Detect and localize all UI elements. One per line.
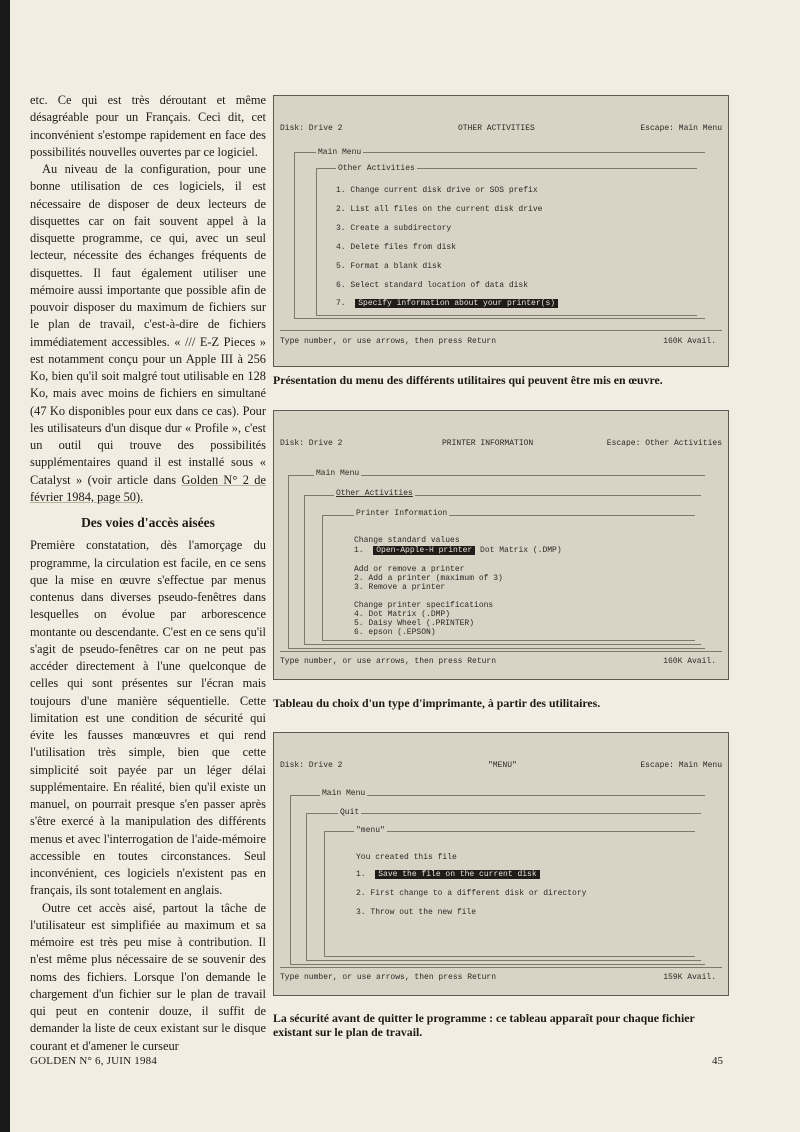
disk-space: 160K Avail. — [663, 657, 716, 666]
escape-hint: Escape: Main Menu — [640, 124, 722, 133]
footer-instruction: Type number, or use arrows, then press Return — [280, 337, 497, 346]
screen-footer — [280, 337, 722, 346]
selected-item-label: Specify information about your printer(s) — [355, 299, 558, 308]
selected-item-label: Open-Apple-H printer — [373, 546, 475, 555]
paragraph: Outre cet accès aisé, partout la tâche de l'utilisateur est simplifiée au maximum et sa mémoire est très peu mise à contribution. Il n'est même plus nécessaire de se souvenir des noms des fichiers. Lorsque l'on demande le chargement d'un fichier sur le plan de travail qui peut en contenir douze, il suffit de demander la liste de ceux existant sur le disque courant et d'amener le curseur — [30, 900, 266, 1053]
selected-item-label: Save the file on the current disk — [375, 870, 539, 879]
disk-label: Disk: Drive 2 — [280, 761, 343, 770]
paragraph: Première constatation, dès l'amorçage du programme, la circulation est facile, en ce sens que la mise en œuvre s'effectue par menus contenus dans diverses pseudo-fenêtres dans lesquelles on évolue par arborescence montante ou descendante. C'est en ce sens qu'il s'agit de pseudo-fenêtres car on ne peut pas accéder directement à l'une quelconque de celles qui sont présentes sur l'écran mais toujours d'une manière séquentielle. Cette limitation est une condition de sécurité qui évite les fausses manœuvres et qui rend l'utilisation très simple, bien que cette simplicité soit payée par un léger délai supplémentaire. En réalité, bien qu'il existe un manuel, on pourrait presque s'en passer après s'être exercé à la manipulation des différents menus et avec l'interrogation de l'aide-mémoire accessible en toutes circonstances. Seul inconvénient, ces logiciels n'existent pas en français, ils sont totalement en anglais. — [30, 538, 266, 898]
group-label: Change standard values — [354, 536, 460, 545]
screen-title: OTHER ACTIVITIES — [458, 124, 535, 133]
group-label: Add or remove a printer — [354, 565, 465, 574]
screenshot-other-activities — [273, 95, 729, 367]
menu-item: 3. Create a subdirectory — [336, 224, 452, 233]
file-tab: "menu" — [356, 826, 385, 835]
article-column — [30, 92, 266, 1055]
menu-item: 5. Format a blank disk — [336, 262, 442, 271]
footer-instruction: Type number, or use arrows, then press Return — [280, 657, 497, 666]
disk-label: Disk: Drive 2 — [280, 439, 343, 448]
divider — [280, 651, 722, 652]
divider — [280, 967, 722, 968]
disk-space: 160K Avail. — [663, 337, 716, 346]
main-menu-tab: Main Menu — [322, 789, 366, 798]
menu-item: 1. Change current disk drive or SOS prefix — [336, 186, 538, 195]
item-number: 7. — [336, 299, 346, 308]
menu-item: 5. Daisy Wheel (.PRINTER) — [354, 619, 475, 628]
screen-title: "MENU" — [488, 761, 517, 770]
menu-item: 4. Delete files from disk — [336, 243, 457, 252]
disk-label: Disk: Drive 2 — [280, 124, 343, 133]
menu-item-selected — [354, 546, 562, 555]
prompt-text: You created this file — [356, 853, 457, 862]
printer-information-tab: Printer Information — [356, 509, 448, 518]
screen-header — [280, 439, 722, 449]
page-number: 45 — [712, 1055, 723, 1067]
menu-item: 6. epson (.EPSON) — [354, 628, 436, 637]
menu-item: 4. Dot Matrix (.DMP) — [354, 610, 451, 619]
article-reference: Golden N° 2 de février 1984, page 50). — [30, 472, 266, 504]
disk-space: 159K Avail. — [663, 973, 716, 982]
menu-item: 2. List all files on the current disk drive — [336, 205, 543, 214]
menu-item: 3. Remove a printer — [354, 583, 446, 592]
paragraph — [30, 161, 266, 506]
other-activities-tab: Other Activities — [338, 164, 415, 173]
figure-caption: Présentation du menu des différents utilitaires qui peuvent être mis en œuvre. — [273, 373, 663, 387]
screen-header — [280, 761, 722, 771]
other-activities-tab: Other Activities — [336, 489, 413, 498]
menu-item: 2. Add a printer (maximum of 3) — [354, 574, 503, 583]
divider — [280, 330, 722, 331]
menu-item: 2. First change to a different disk or directory — [356, 889, 587, 898]
screenshot-printer-information — [273, 410, 729, 680]
screen-footer — [280, 657, 722, 666]
figure-caption: La sécurité avant de quitter le programme : ce tableau apparaît pour chaque fichier existant sur le plan de travail. — [273, 1011, 695, 1039]
escape-hint: Escape: Main Menu — [640, 761, 722, 770]
quit-tab: Quit — [340, 808, 360, 817]
current-printer: Dot Matrix (.DMP) — [480, 546, 562, 555]
section-heading: Des voies d'accès aisées — [81, 515, 215, 530]
screen-header — [280, 124, 722, 134]
screen-footer — [280, 973, 722, 982]
figure-caption: Tableau du choix d'un type d'imprimante, à partir des utilitaires. — [273, 696, 601, 710]
item-number: 1. — [356, 870, 366, 879]
menu-item-selected — [356, 870, 540, 879]
page-gutter — [0, 0, 10, 1132]
main-menu-tab: Main Menu — [316, 469, 360, 478]
footer-instruction: Type number, or use arrows, then press Return — [280, 973, 497, 982]
escape-hint: Escape: Other Activities — [606, 439, 722, 448]
item-number: 1. — [354, 546, 364, 555]
screen-title: PRINTER INFORMATION — [442, 439, 534, 448]
menu-item-selected — [336, 299, 558, 308]
screenshot-quit-menu — [273, 732, 729, 996]
group-label: Change printer specifications — [354, 601, 494, 610]
paragraph: etc. Ce qui est très déroutant et même désagréable pour un Français. Ceci dit, cet inconvénient s'estompe rapidement en face des possibilités nouvelles ouvertes par ce logiciel. — [30, 93, 266, 159]
paragraph-text: Au niveau de la configuration, pour une bonne utilisation de ces logiciels, il est nécessaire de disposer de deux lecteurs de disquettes car on fait souvent appel à la disquette programme, ce qui, avec un seul lecteur, nécessite des échanges fréquents de disquettes. Il faut également utiliser une mémoire aussi importante que possible afin de pouvoir disposer du maximum de fichiers sur le plan de travail, c'est-à-dire de fichiers immédiatement accessibles. « /// E-Z Pieces » est notamment conçu pour un Apple III à 256 Ko, bien qu'il soit malgré tout utilisable en 128 Ko, mais avec moins de fichiers en simultané (47 Ko disponibles pour eux dans ce cas). Pour les utilisateurs d'un disque dur « Profile », c'est un outil qui trouve des possibilités supplémentaires quand il est installé sous « Catalyst » (voir article dans — [30, 162, 266, 487]
menu-item: 3. Throw out the new file — [356, 908, 477, 917]
magazine-issue: GOLDEN N° 6, JUIN 1984 — [30, 1055, 158, 1067]
main-menu-tab: Main Menu — [318, 148, 362, 157]
menu-item: 6. Select standard location of data disk — [336, 281, 529, 290]
